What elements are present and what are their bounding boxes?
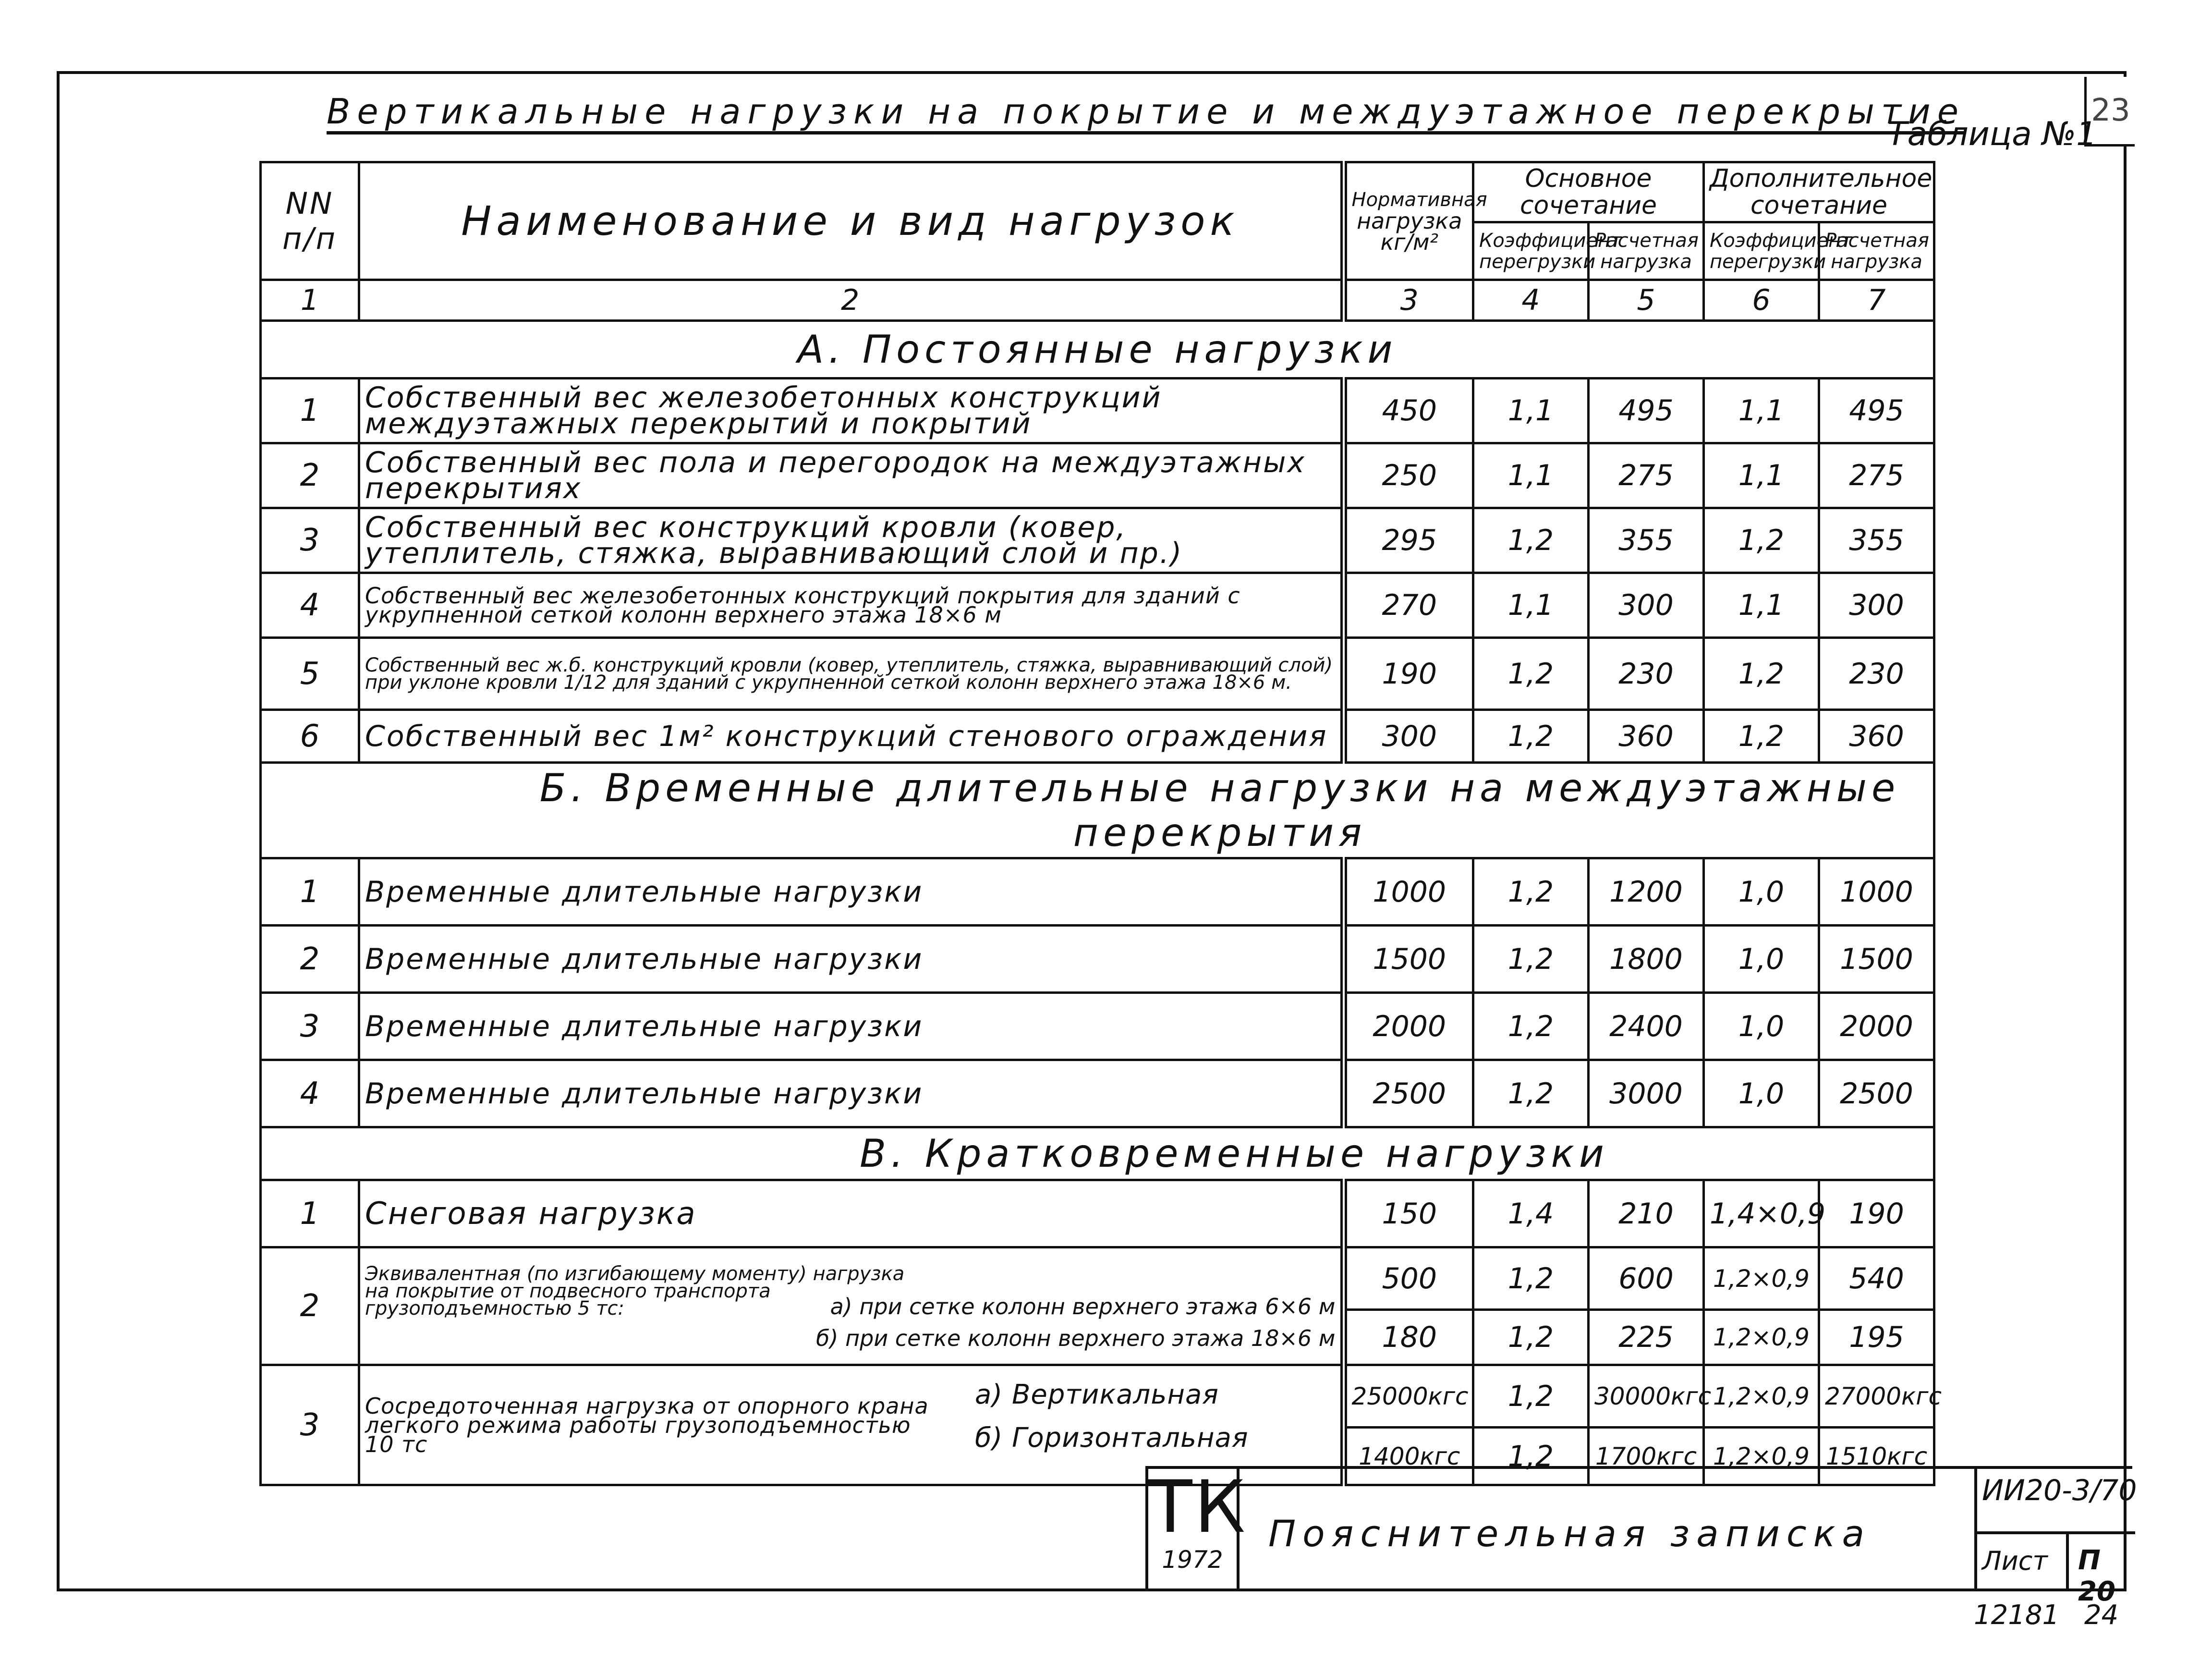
coef-main: 1,2 xyxy=(1473,1310,1589,1365)
calc-add: 230 xyxy=(1819,638,1934,710)
calc-add: 195 xyxy=(1819,1310,1934,1365)
title-block xyxy=(1145,1466,2137,1607)
col-number: 3 xyxy=(1344,280,1473,321)
calc-add: 2500 xyxy=(1819,1060,1934,1127)
col-number: 7 xyxy=(1819,280,1934,321)
norm-value: 300 xyxy=(1344,710,1473,763)
calc-add: 2000 xyxy=(1819,993,1934,1060)
coef-main: 1,2 xyxy=(1473,1060,1589,1127)
row-name: Снеговая нагрузка xyxy=(359,1180,1344,1247)
row-number: 1 xyxy=(261,379,359,443)
row-subitem-b: б) при сетке колонн верхнего этажа 18×6 м xyxy=(816,1325,1336,1351)
calc-main: 2400 xyxy=(1589,993,1704,1060)
header-calc-line1: Расчетная xyxy=(1825,229,1929,252)
row-name: Временные длительные нагрузки xyxy=(359,926,1344,993)
coef-add: 1,2×0,9 xyxy=(1704,1428,1819,1485)
coef-add: 1,0 xyxy=(1704,993,1819,1060)
row-number: 4 xyxy=(261,573,359,638)
row-name: Собственный вес пола и перегородок на междуэтажных перекрытиях xyxy=(359,443,1344,508)
row-subitem-a: а) при сетке колонн верхнего этажа 6×6 м xyxy=(830,1294,1336,1320)
row-name: Временные длительные нагрузки xyxy=(359,993,1344,1060)
calc-main: 1800 xyxy=(1589,926,1704,993)
col-number: 4 xyxy=(1473,280,1589,321)
calc-add: 27000кгс xyxy=(1819,1365,1934,1428)
sheet-value: П 20 xyxy=(2078,1545,2115,1607)
row-number: 2 xyxy=(261,926,359,993)
column-number-row xyxy=(261,280,1934,321)
section-row-c xyxy=(261,1127,1934,1180)
coef-add: 1,0 xyxy=(1704,926,1819,993)
section-title-c: В. Кратковременные нагрузки xyxy=(261,1127,1934,1180)
table-row xyxy=(261,1365,1934,1428)
coef-main: 1,2 xyxy=(1473,508,1589,573)
coef-add: 1,2 xyxy=(1704,508,1819,573)
col-number: 5 xyxy=(1589,280,1704,321)
header-name: Наименование и вид нагрузок xyxy=(359,162,1344,280)
header-num: NN п/п xyxy=(261,162,359,280)
document-code: ИИ20-3/70 xyxy=(1982,1474,2137,1507)
norm-value: 250 xyxy=(1344,443,1473,508)
section-row-a xyxy=(261,321,1934,379)
row-number: 5 xyxy=(261,638,359,710)
header-calc-add xyxy=(1819,222,1934,280)
coef-add: 1,4×0,9 xyxy=(1704,1180,1819,1247)
section-row-b xyxy=(261,763,1934,858)
calc-main: 360 xyxy=(1589,710,1704,763)
header-calc-line2: нагрузка xyxy=(1600,250,1692,273)
coef-main: 1,2 xyxy=(1473,638,1589,710)
calc-add: 360 xyxy=(1819,710,1934,763)
sheet-divider xyxy=(2066,1531,2069,1590)
calc-add: 540 xyxy=(1819,1247,1934,1310)
publisher-logo-box xyxy=(1148,1466,1248,1590)
row-number: 2 xyxy=(261,1247,359,1365)
calc-main: 300 xyxy=(1589,573,1704,638)
row-name: Собственный вес ж.б. конструкций кровли (ковер, утеплитель, стяжка, выравнивающий слой) при уклоне кровли 1/12 для зданий с укрупненной сеткой колонн верхнего этажа 18×6 м. xyxy=(359,638,1344,710)
calc-main: 1700кгс xyxy=(1589,1428,1704,1485)
norm-value: 500 xyxy=(1344,1247,1473,1310)
calc-main: 210 xyxy=(1589,1180,1704,1247)
table-row xyxy=(261,638,1934,710)
row-name: Сосредоточенная нагрузка от опорного крана легкого режима работы грузоподъемностью 10 тс xyxy=(365,1393,929,1457)
norm-value: 25000кгс xyxy=(1344,1365,1473,1428)
row-subitem-a: а) Вертикальная xyxy=(975,1379,1219,1410)
header-coef-main xyxy=(1473,222,1622,280)
coef-add: 1,0 xyxy=(1704,858,1819,926)
calc-main: 3000 xyxy=(1589,1060,1704,1127)
header-calc-main xyxy=(1589,222,1704,280)
table-label: Таблица №1 xyxy=(1887,115,2097,153)
row-number: 3 xyxy=(261,1365,359,1485)
document-name: Пояснительная записка xyxy=(1268,1512,1872,1555)
coef-add: 1,2 xyxy=(1704,710,1819,763)
coef-add: 1,1 xyxy=(1704,443,1819,508)
header-norm xyxy=(1344,162,1487,280)
col-number: 2 xyxy=(359,280,1344,321)
header-coef-line1: Коэффициент xyxy=(1710,229,1852,252)
table-row xyxy=(261,379,1934,443)
document-title: Вертикальные нагрузки на покрытие и междуэтажное перекрытие xyxy=(327,91,1965,132)
section-title-b: Б. Временные длительные нагрузки на междуэтажные перекрытия xyxy=(261,763,1934,858)
coef-main: 1,1 xyxy=(1473,379,1589,443)
calc-main: 355 xyxy=(1589,508,1704,573)
table-row xyxy=(261,573,1934,638)
coef-main: 1,2 xyxy=(1473,710,1589,763)
publication-year: 1972 xyxy=(1162,1546,1223,1574)
row-name: Собственный вес 1м² конструкций стенового ограждения xyxy=(359,710,1344,763)
table-row xyxy=(261,710,1934,763)
table-row xyxy=(261,1247,1934,1310)
coef-main: 1,2 xyxy=(1473,926,1589,993)
calc-main: 30000кгс xyxy=(1589,1365,1704,1428)
row-number: 1 xyxy=(261,1180,359,1247)
coef-add: 1,2×0,9 xyxy=(1704,1365,1819,1428)
coef-main: 1,4 xyxy=(1473,1180,1589,1247)
norm-value: 1000 xyxy=(1344,858,1473,926)
calc-main: 495 xyxy=(1589,379,1704,443)
row-name-block xyxy=(359,1247,1344,1365)
table-row xyxy=(261,508,1934,573)
col-number: 6 xyxy=(1704,280,1819,321)
calc-add: 355 xyxy=(1819,508,1934,573)
coef-add: 1,0 xyxy=(1704,1060,1819,1127)
table-row xyxy=(261,993,1934,1060)
header-main-group: Основное сочетание xyxy=(1473,162,1704,222)
norm-value: 1500 xyxy=(1344,926,1473,993)
header-norm-line2: нагрузка xyxy=(1357,208,1462,234)
row-subitem-b: б) Горизонтальная xyxy=(975,1422,1249,1454)
row-name: Эквивалентная (по изгибающему моменту) нагрузка на покрытие от подвесного транспорта грузоподъемностью 5 тс: xyxy=(365,1263,905,1320)
calc-main: 225 xyxy=(1589,1310,1704,1365)
coef-main: 1,2 xyxy=(1473,1247,1589,1310)
row-name: Собственный вес железобетонных конструкций покрытия для зданий с укрупненной сеткой колонн верхнего этажа 18×6 м xyxy=(359,573,1344,638)
calc-main: 275 xyxy=(1589,443,1704,508)
row-name: Временные длительные нагрузки xyxy=(359,1060,1344,1127)
code-box xyxy=(1974,1469,2137,1607)
table-row xyxy=(261,1180,1934,1247)
tk-logo: ТК xyxy=(1148,1466,1248,1549)
coef-main: 1,1 xyxy=(1473,573,1589,638)
header-norm-line3: кг/м² xyxy=(1380,229,1439,255)
norm-value: 295 xyxy=(1344,508,1473,573)
header-calc-line1: Расчетная xyxy=(1594,229,1699,252)
header-norm-line1: Нормативная xyxy=(1351,189,1487,211)
norm-value: 1400кгс xyxy=(1344,1428,1473,1485)
table-row xyxy=(261,1060,1934,1127)
header-additional-group: Дополнительное сочетание xyxy=(1704,162,1934,222)
code-divider xyxy=(1977,1531,2135,1534)
footer-page-number: 24 xyxy=(2084,1600,2119,1631)
row-number: 4 xyxy=(261,1060,359,1127)
calc-add: 190 xyxy=(1819,1180,1934,1247)
coef-add: 1,2×0,9 xyxy=(1704,1310,1819,1365)
header-calc-line2: нагрузка xyxy=(1831,250,1922,273)
row-number: 1 xyxy=(261,858,359,926)
calc-add: 300 xyxy=(1819,573,1934,638)
col-number: 1 xyxy=(261,280,359,321)
norm-value: 270 xyxy=(1344,573,1473,638)
row-name: Собственный вес конструкций кровли (ковер, утеплитель, стяжка, выравнивающий слой и пр.) xyxy=(359,508,1344,573)
calc-main: 1200 xyxy=(1589,858,1704,926)
coef-main: 1,1 xyxy=(1473,443,1589,508)
norm-value: 180 xyxy=(1344,1310,1473,1365)
sheet-number: 23 xyxy=(2084,77,2135,147)
calc-add: 275 xyxy=(1819,443,1934,508)
load-table xyxy=(259,161,1942,1486)
coef-main: 1,2 xyxy=(1473,993,1589,1060)
row-number: 3 xyxy=(261,508,359,573)
coef-add: 1,2×0,9 xyxy=(1704,1247,1819,1310)
header-coef-line2: перегрузки xyxy=(1710,250,1826,273)
coef-main: 1,2 xyxy=(1473,1365,1589,1428)
norm-value: 150 xyxy=(1344,1180,1473,1247)
row-number: 3 xyxy=(261,993,359,1060)
norm-value: 2000 xyxy=(1344,993,1473,1060)
calc-add: 1000 xyxy=(1819,858,1934,926)
coef-add: 1,2 xyxy=(1704,638,1819,710)
coef-main: 1,2 xyxy=(1473,858,1589,926)
calc-add: 1510кгс xyxy=(1819,1428,1934,1485)
row-number: 6 xyxy=(261,710,359,763)
header-row-1 xyxy=(261,162,1934,222)
header-coef-line1: Коэффициент xyxy=(1479,229,1622,252)
footer-inventory-number: 12181 xyxy=(1974,1600,2060,1631)
table-row xyxy=(261,926,1934,993)
norm-value: 450 xyxy=(1344,379,1473,443)
calc-add: 1500 xyxy=(1819,926,1934,993)
header-coef-add xyxy=(1704,222,1852,280)
row-number: 2 xyxy=(261,443,359,508)
row-name: Собственный вес железобетонных конструкций междуэтажных перекрытий и покрытий xyxy=(359,379,1344,443)
table-row xyxy=(261,443,1934,508)
calc-main: 600 xyxy=(1589,1247,1704,1310)
calc-add: 495 xyxy=(1819,379,1934,443)
row-name: Временные длительные нагрузки xyxy=(359,858,1344,926)
calc-main: 230 xyxy=(1589,638,1704,710)
coef-add: 1,1 xyxy=(1704,573,1819,638)
norm-value: 190 xyxy=(1344,638,1473,710)
table-row xyxy=(261,858,1934,926)
norm-value: 2500 xyxy=(1344,1060,1473,1127)
section-title-a: А. Постоянные нагрузки xyxy=(261,321,1934,379)
coef-main: 1,2 xyxy=(1473,1428,1589,1485)
header-coef-line2: перегрузки xyxy=(1479,250,1596,273)
sheet-label: Лист xyxy=(1982,1546,2048,1576)
coef-add: 1,1 xyxy=(1704,379,1819,443)
